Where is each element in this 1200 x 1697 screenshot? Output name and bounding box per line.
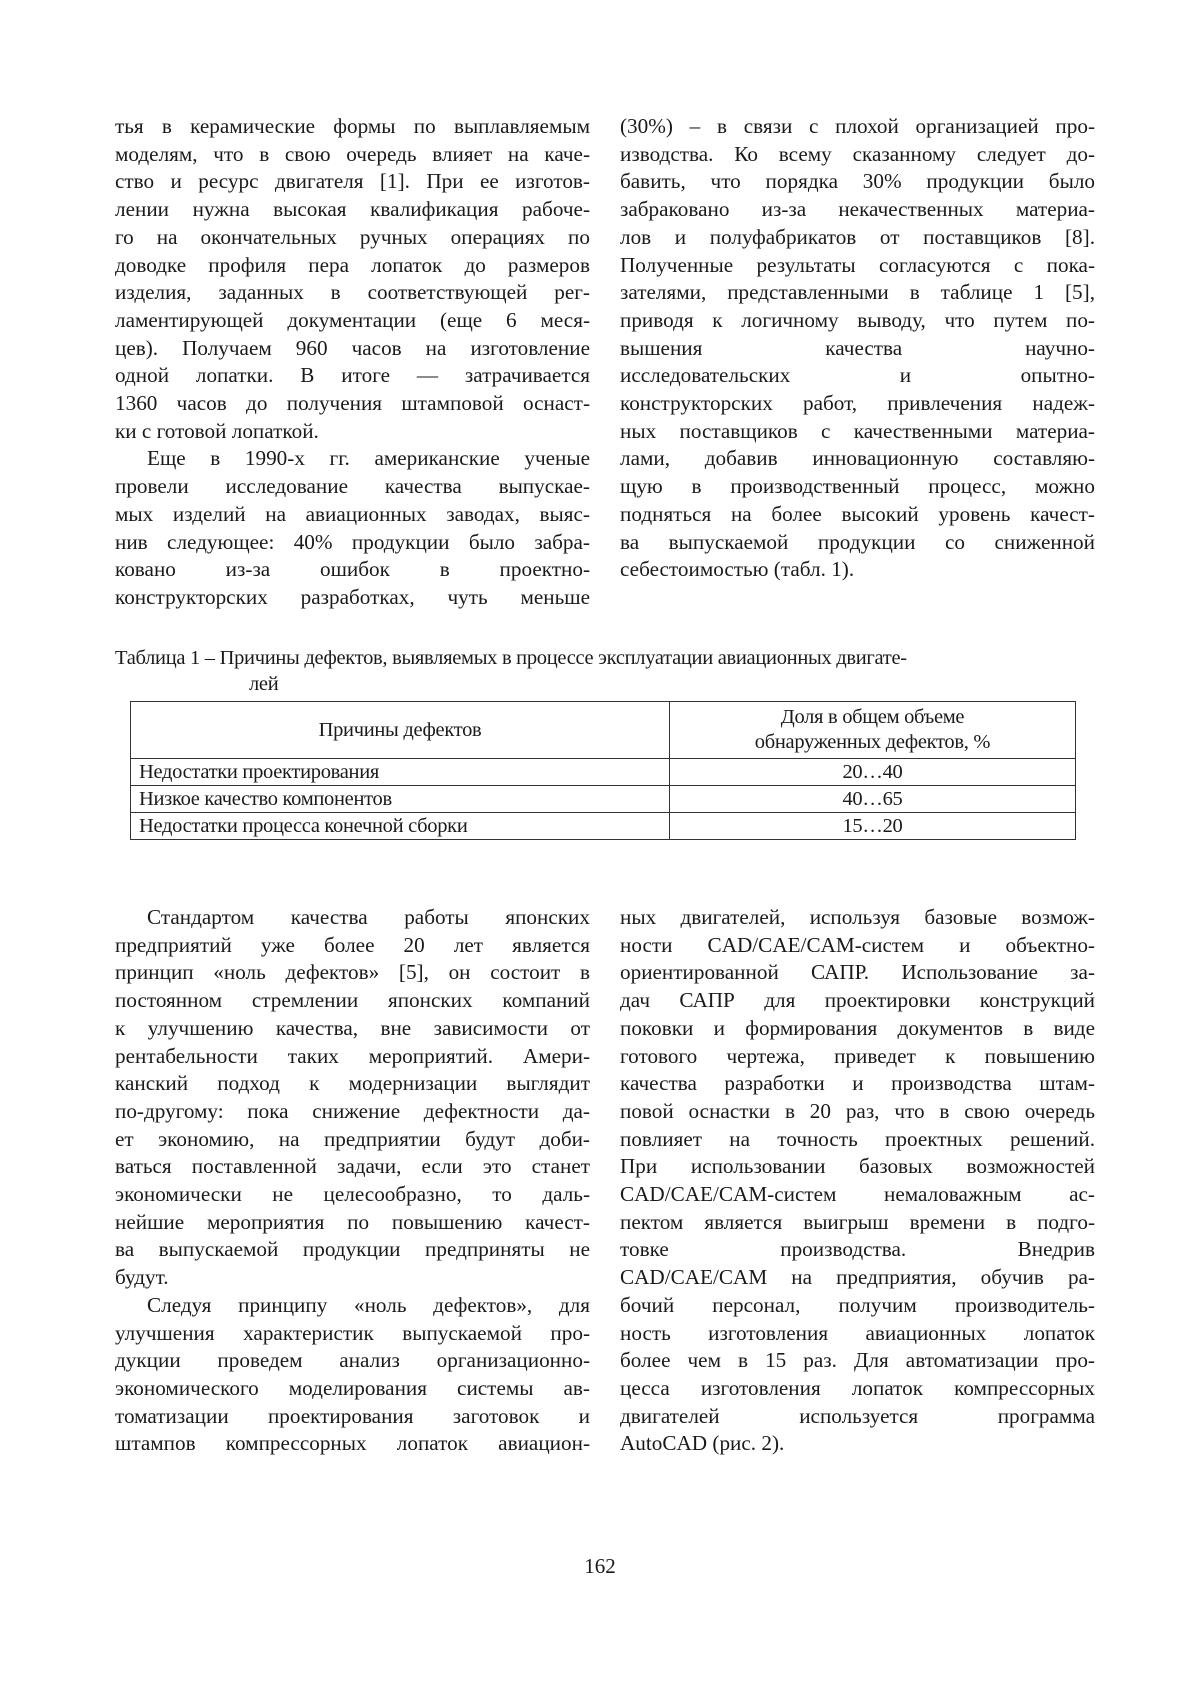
text-line: провели исследование качества выпускае-	[115, 474, 590, 499]
text-line: дач САПР для проектировки конструкций	[620, 988, 1095, 1013]
page-number: 162	[584, 1554, 616, 1578]
table-caption-line-1: Таблица 1 – Причины дефектов, выявляемых в процессе эксплуатации авиационных двигате-	[115, 647, 907, 669]
table-row	[131, 786, 1076, 813]
text-line: одной лопатки. В итоге — затрачивается	[115, 363, 590, 388]
text-line: ки с готовой лопаткой.	[115, 418, 319, 443]
text-line: себестоимостью (табл. 1).	[620, 557, 855, 582]
text-line: забраковано из-за некачественных материа-	[620, 197, 1095, 222]
text-line: будут.	[115, 1265, 169, 1290]
text-line: приводя к логичному выводу, что путем по-	[620, 307, 1095, 332]
text-line: (30%) – в связи с плохой организацией про-	[620, 114, 1095, 138]
cell-cause: Низкое качество компонентов	[131, 786, 670, 813]
text-line: изделия, заданных в соответствующей рег-	[115, 280, 590, 305]
text-line: ковано из-за ошибок в проектно-	[115, 557, 590, 582]
text-line: предприятий уже более 20 лет является	[115, 932, 590, 957]
text-line: ламентирующей документации (еще 6 меся-	[115, 307, 590, 332]
text-line: нив следующее: 40% продукции было забра-	[115, 529, 590, 554]
text-line: ориентированной САПР. Использование за-	[620, 960, 1095, 985]
defects-table	[130, 701, 1076, 840]
text-line: экономического моделирования системы ав-	[115, 1375, 590, 1400]
text-column-bottom-left	[115, 904, 590, 1458]
text-line: по-другому: пока снижение дефектности да-	[115, 1098, 590, 1123]
text-line: качества разработки и производства штам-	[620, 1071, 1095, 1096]
text-line: рентабельности таких мероприятий. Амери-	[115, 1043, 590, 1068]
cell-share: 20…40	[670, 759, 1076, 786]
text-line: ных двигателей, используя базовые возмож-	[620, 905, 1095, 929]
text-line: поковки и формирования документов в виде	[620, 1015, 1095, 1040]
text-line: вышения качества научно-	[620, 335, 1095, 360]
text-column-bottom-right	[620, 904, 1095, 1458]
text-line: лении нужна высокая квалификация рабоче-	[115, 197, 590, 222]
header-share-line-2: обнаруженных дефектов, %	[754, 731, 991, 753]
text-line: улучшения характеристик выпускаемой про-	[115, 1320, 590, 1345]
text-line: канский подход к модернизации выглядит	[115, 1071, 590, 1096]
cell-share: 15…20	[670, 813, 1076, 840]
header-share-line-1: Доля в общем объеме	[780, 706, 965, 728]
text-line: к улучшению качества, вне зависимости от	[115, 1015, 590, 1040]
text-line: Еще в 1990-х гг. американские ученые	[147, 446, 590, 471]
text-line: более чем в 15 раз. Для автоматизации про-	[620, 1348, 1095, 1373]
text-line: лами, добавив инновационную составляю-	[620, 446, 1095, 471]
text-line: экономически не целесообразно, то даль-	[115, 1182, 590, 1207]
text-line: мых изделий на авиационных заводах, выяс-	[115, 501, 590, 526]
text-line: цесса изготовления лопаток компрессорных	[620, 1375, 1095, 1400]
text-line: Следуя принципу «ноль дефектов», для	[147, 1292, 590, 1317]
text-line: бавить, что порядка 30% продукции было	[620, 169, 1095, 194]
text-line: томатизации проектирования заготовок и	[115, 1403, 590, 1428]
text-line: лов и полуфабрикатов от поставщиков [8].	[620, 224, 1095, 249]
table-row	[131, 813, 1076, 840]
text-line: изводства. Ко всему сказанному следует до-	[620, 141, 1095, 166]
text-line: двигателей используется программа	[620, 1403, 1095, 1428]
text-line: повлияет на точность проектных решений.	[620, 1126, 1095, 1151]
header-causes: Причины дефектов	[131, 702, 670, 759]
text-line: AutoCAD (рис. 2).	[620, 1431, 785, 1456]
text-line: дукции проведем анализ организационно-	[115, 1348, 590, 1373]
text-line: нейшие мероприятия по повышению качест-	[115, 1209, 590, 1234]
text-line: ва выпускаемой продукции со сниженной	[620, 529, 1095, 554]
text-line: ность изготовления авиационных лопаток	[620, 1320, 1095, 1345]
text-line: моделям, что в свою очередь влияет на каче-	[115, 141, 590, 166]
table-caption	[115, 645, 1095, 697]
text-line: CAD/CAE/CAM на предприятия, обучив ра-	[620, 1265, 1095, 1290]
text-line: постоянном стремлении японских компаний	[115, 988, 590, 1013]
cell-cause: Недостатки процесса конечной сборки	[131, 813, 670, 840]
text-line: 1360 часов до получения штамповой оснаст-	[115, 391, 590, 416]
text-line: принцип «ноль дефектов» [5], он состоит в	[115, 960, 590, 985]
cell-cause: Недостатки проектирования	[131, 759, 670, 786]
text-line: Полученные результаты согласуются с пока-	[620, 252, 1095, 277]
text-line: доводке профиля пера лопаток до размеров	[115, 252, 590, 277]
text-line: пектом является выигрыш времени в подго-	[620, 1209, 1095, 1234]
text-line: повой оснастки в 20 раз, что в свою очередь	[620, 1098, 1095, 1123]
text-line: конструкторских разработках, чуть меньше	[115, 584, 590, 609]
text-line: ваться поставленной задачи, если это станет	[115, 1154, 590, 1179]
text-line: исследовательских и опытно-	[620, 363, 1095, 388]
text-line: Стандартом качества работы японских	[147, 905, 590, 929]
text-line: го на окончательных ручных операциях по	[115, 224, 590, 249]
table-row	[131, 759, 1076, 786]
text-line: щую в производственный процесс, можно	[620, 474, 1095, 499]
text-line: товке производства. Внедрив	[620, 1237, 1095, 1262]
text-column-top-left	[115, 113, 590, 612]
text-line: ва выпускаемой продукции предприняты не	[115, 1237, 590, 1262]
table-header-row	[131, 702, 1076, 759]
text-line: тья в керамические формы по выплавляемым	[115, 114, 590, 138]
text-line: подняться на более высокий уровень качест-	[620, 501, 1095, 526]
text-line: штампов компрессорных лопаток авиацион-	[115, 1431, 590, 1456]
text-line: ности CAD/CAE/CAM-систем и объектно-	[620, 932, 1095, 957]
text-line: ных поставщиков с качественными материа-	[620, 418, 1095, 443]
text-line: ет экономию, на предприятии будут доби-	[115, 1126, 590, 1151]
text-line: бочий персонал, получим производитель-	[620, 1292, 1095, 1317]
text-line: ство и ресурс двигателя [1]. При ее изготов-	[115, 169, 590, 194]
text-line: CAD/CAE/CAM-систем немаловажным ас-	[620, 1182, 1095, 1207]
text-line: конструкторских работ, привлечения надеж-	[620, 391, 1095, 416]
text-line: готового чертежа, приведет к повышению	[620, 1043, 1095, 1068]
text-line: зателями, представленными в таблице 1 [5],	[620, 280, 1095, 305]
text-column-top-right	[620, 113, 1095, 584]
table-caption-line-2: лей	[249, 673, 279, 695]
cell-share: 40…65	[670, 786, 1076, 813]
header-share	[670, 702, 1076, 759]
text-line: При использовании базовых возможностей	[620, 1154, 1095, 1179]
text-line: цев). Получаем 960 часов на изготовление	[115, 335, 590, 360]
